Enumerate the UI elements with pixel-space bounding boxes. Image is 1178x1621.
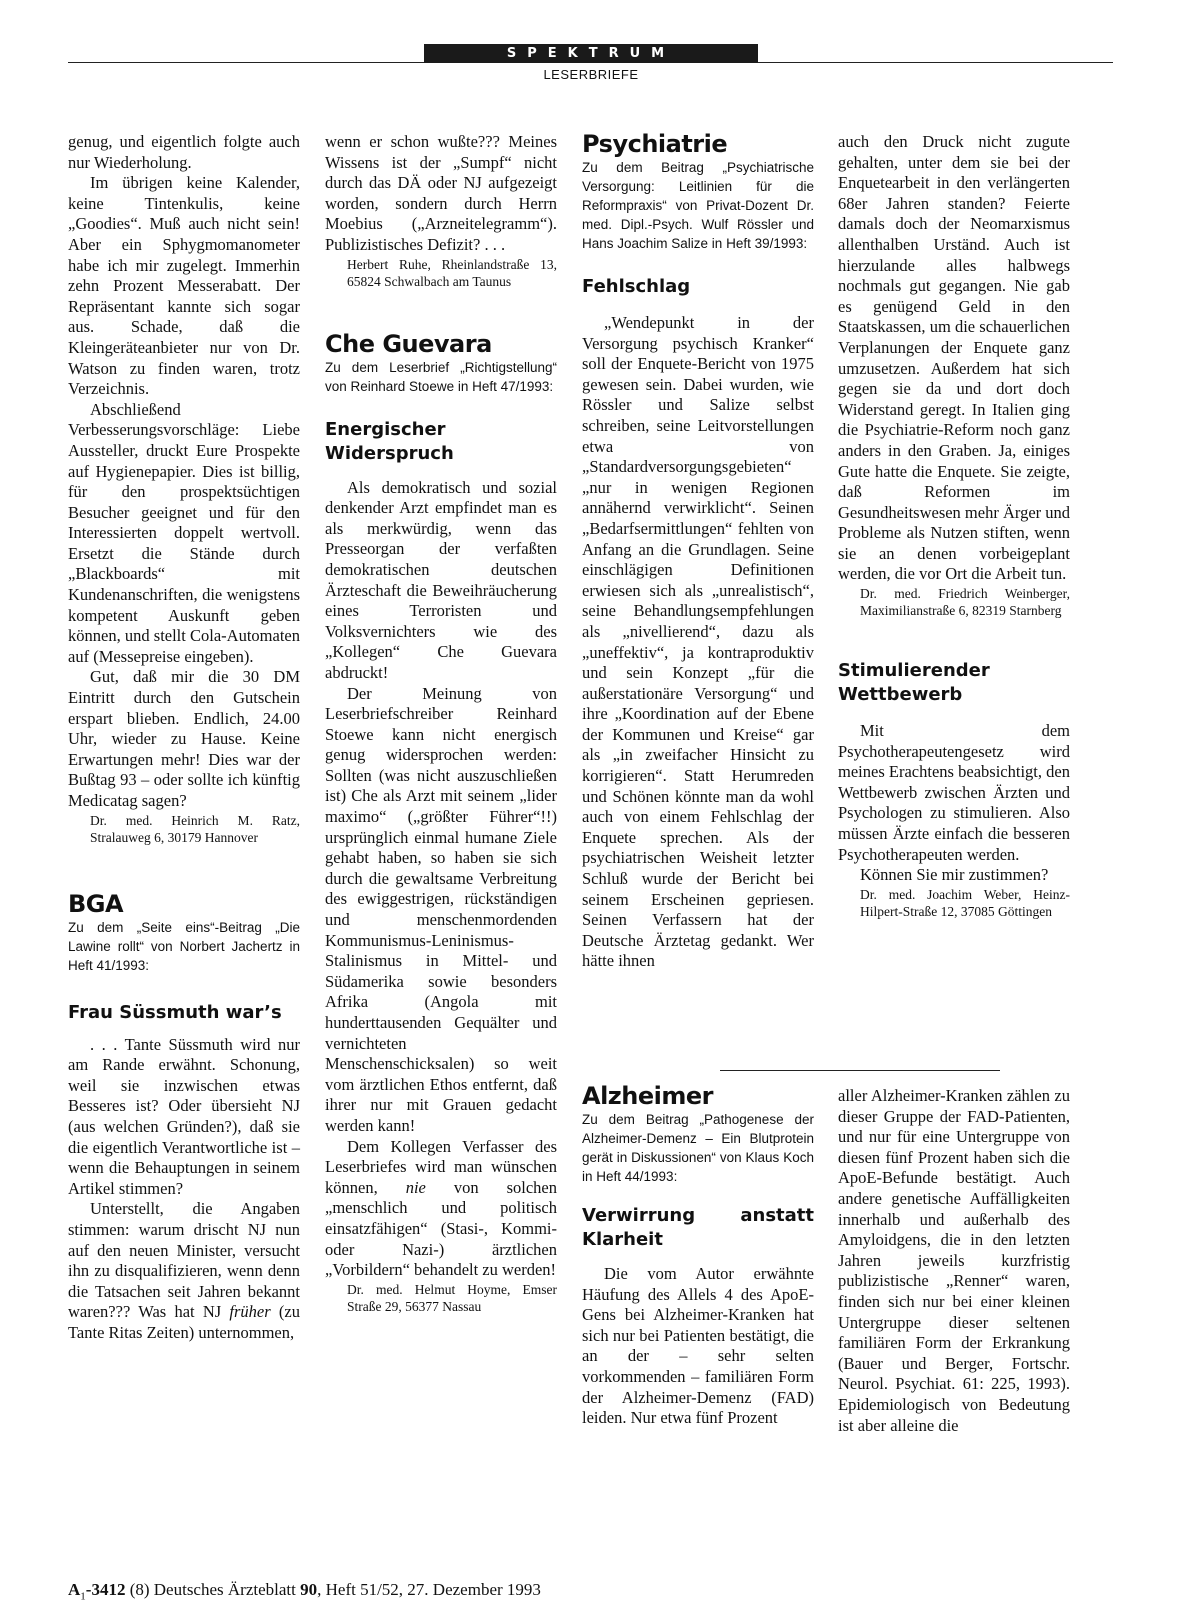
letter-headline: Fehlschlag bbox=[582, 276, 691, 297]
paragraph: Im übrigen keine Kalender, keine Tintenkulis, keine „Goodies“. Muß auch nicht sein! Aber ein Sphygmomanometer habe ich mir zugelegt. Immerhin zehn Prozent Messerabatt. Der Repräsentant kannte sich sogar aus. Schade, daß die Kleingeräteanbieter nur von Dr. Watson zu finden waren, trotz Verzeichnis. bbox=[68, 173, 300, 399]
paragraph: Abschließend Verbesserungsvorschläge: Liebe Aussteller, druckt Eure Prospekte auf Hygienepapier. Dies ist billig, für den prospektsüchtigen Besucher geeignet und für den Interessierten doppelt wertvoll. Ersetzt die Stände durch „Blackboards“ mit Kundenanschriften, die wenigstens kompetent Auskunft geben können, und stellt Cola-Automaten auf (Messepreise eingeben). bbox=[68, 399, 300, 666]
paragraph: Unterstellt, die Angaben stimmen: warum drischt NJ nun auf den neuen Minister, versucht ihn zu disqualifizieren, wenn denn die Tatsachen seit Jahren bekannt waren??? Was hat NJ früher (zu Tante Ritas Zeiten) unternommen, bbox=[68, 1199, 300, 1342]
page-letter: A bbox=[68, 1580, 81, 1599]
paragraph: auch den Druck nicht zugute gehalten, unter dem sie bei der Enquetearbeit in den verlängerten 68er Jahren standen? Feierte damals doch der Neomarxismus allenthalben Urständ. Auch ist hierzulande alles halbwegs nochmals gut gegangen. Nie gab es genügend Geld in den Staatskassen, um die schauerlichen Verplanungen der Enquete ganz umzusetzen. Außerdem hat sich gegen sie da und dort doch Widerstand geregt. In Italien ging die Psychiatrie-Reform noch ganz anders in den Graben. Ja, einiges Gute hatte die Enquete. Sie zeigte, daß Reformen im Gesundheitswesen mehr Ärger und Probleme als Nutzen stiften, wenn sie an denen vorbeigeplant werden, die vor Ort die Arbeit tun. bbox=[838, 132, 1071, 584]
topic-title: Che Guevara bbox=[325, 329, 492, 358]
letter-signature: Dr. med. Helmut Hoyme, Emser Straße 29, 56377 Nassau bbox=[347, 1281, 557, 1314]
letter-signature: Herbert Ruhe, Rheinlandstraße 13, 65824 Schwalbach am Taunus bbox=[347, 256, 557, 289]
topic-title: Psychiatrie bbox=[582, 130, 728, 158]
column-4 bbox=[838, 132, 1070, 920]
paragraph: Als demokratisch und sozial denkender Arzt empfindet man es als merkwürdig, wenn das Presseorgan der verfaßten demokratischen deutschen Ärzteschaft die Beweihräucherung eines Terroristen und Volksvernichters wie des „Kollegen“ Che Guevara abdruckt! bbox=[325, 477, 557, 682]
column-2 bbox=[325, 132, 557, 1315]
letter-signature: Dr. med. Joachim Weber, Heinz-Hilpert-Straße 12, 37085 Göttingen bbox=[860, 886, 1070, 919]
letter-signature: Dr. med. Heinrich M. Ratz, Stralauweg 6, 30179 Hannover bbox=[90, 812, 300, 845]
issue-date: , Heft 51/52, 27. Dezember 1993 bbox=[317, 1580, 541, 1599]
paragraph: Können Sie mir zustimmen? bbox=[860, 865, 1049, 885]
journal-volume: 90 bbox=[300, 1580, 318, 1599]
alzheimer-column-2 bbox=[838, 1086, 1070, 1436]
topic-title: BGA bbox=[68, 889, 124, 918]
column-3 bbox=[582, 130, 814, 972]
paragraph: wenn er schon wußte??? Meines Wissens ist der „Sumpf“ nicht durch das DÄ oder NJ aufgezeigt worden, sondern durch Herrn Moebius („Arzneitelegramm“). Publizistisches Defizit? . . . bbox=[325, 132, 557, 254]
topic-title: Alzheimer bbox=[582, 1082, 713, 1110]
alzheimer-column-1 bbox=[582, 1082, 814, 1429]
paragraph: . . . Tante Süssmuth wird nur am Rande erwähnt. Schonung, weil sie inzwischen etwas Besseres ist? Oder übersieht NJ (aus welchen Gründen?), daß sie die eigentlich Verantwortliche ist – wenn die Behauptungen in seinem Artikel stimmen? bbox=[68, 1034, 300, 1198]
letter-signature: Dr. med. Friedrich Weinberger, Maximilianstraße 6, 82319 Starnberg bbox=[860, 586, 1070, 619]
page-subscript: 1 bbox=[80, 1590, 86, 1603]
section-divider bbox=[720, 1070, 1000, 1071]
paragraph: Gut, daß mir die 30 DM Eintritt durch den Gutschein erspart blieben. Endlich, 24.00 Uhr, wieder zu Hause. Keine Erwartungen mehr! Dies war der Bußtag 93 – oder sollte ich künftig Medicatag sagen? bbox=[68, 667, 300, 810]
article-reference: Zu dem Beitrag „Pathogenese der Alzheimer-Demenz – Ein Blutprotein gerät in Diskussionen“ von Klaus Koch in Heft 44/1993: bbox=[582, 1112, 814, 1184]
paragraph: Der Meinung von Leserbriefschreiber Reinhard Stoewe kann nicht energisch genug widersprochen werden: Sollten (was nicht auszuschließen ist) Che als Arzt mit seinem „lider maximo“ („größter Führer“!!) ursprünglich einmal humane Ziele gehabt haben, so haben sie sich durch die gewaltsame Verbreitung des ewiggestrigen, rückständigen und menschenmordenden Kommunismus-Leninismus-Stalinismus in Mittel- und Südamerika sowie besonders Afrika (Angola mit hunderttausenden Gequälter und vernichteten Menschenschicksalen) so weit vom ärztlichen Ethos entfernt, daß ihrer nur mit Grauen gedacht werden kann! bbox=[325, 683, 557, 1135]
paragraph: Dem Kollegen Verfasser des Leserbriefes wird man wünschen können, nie von solchen „menschlich und politisch einsatzfähigen“ (Stasi-, Kommi- oder Nazi-) ärztlichen „Vorbildern“ behandelt zu werden! bbox=[325, 1136, 558, 1280]
paragraph: genug, und eigentlich folgte auch nur Wiederholung. bbox=[68, 132, 300, 172]
column-1 bbox=[68, 132, 300, 1344]
article-reference: Zu dem Leserbrief „Richtigstellung“ von Reinhard Stoewe in Heft 47/1993: bbox=[325, 359, 557, 394]
article-reference: Zu dem „Seite eins“-Beitrag „Die Lawine rollt“ von Norbert Jachertz in Heft 41/1993: bbox=[68, 919, 300, 973]
article-reference: Zu dem Beitrag „Psychiatrische Versorgung: Leitlinien für die Reformpraxis“ von Privat-Dozent Dr. med. Dipl.-Psych. Wulf Rössler und Hans Joachim Salize in Heft 39/1993: bbox=[582, 160, 814, 251]
paragraph: „Wendepunkt in der Versorgung psychisch Kranker“ soll der Enquete-Bericht von 1975 gewesen sein. Dabei wurden, wie Rössler und Salize selbst schreiben, seine Leitvorstellungen etwa von „Standardversorgungsgebieten“ „nur in wenigen Regionen annähernd verwirklicht“. Seinen „Bedarfsermittlungen“ fehlten von Anfang an die Grundlagen. Seine einschlägigen Definitionen erwiesen sich als „unrealistisch“, seine Behandlungsempfehlungen als „nivellierend“, dazu als „uneffektiv“, ja kontraproduktiv und sein Konzept „für die außerstationäre Versorgung“ und ihre „Koordination auf der Ebene der Kommunen und Kreise“ gar als „in zweifacher Hinsicht zu korrigieren“. Statt Herumreden und Schönen könnte man da wohl auch von einem Fehlschlag der Enquete sprechen. Als der psychiatrischen Weisheit letzter Schluß wurde der Bericht bei seinem Erscheinen gepriesen. Seinen Verfassern hat der Deutsche Ärztetag gedankt. Wer hätte ihnen bbox=[582, 313, 814, 971]
paragraph: Mit dem Psychotherapeutengesetz wird meines Erachtens beabsichtigt, den Wettbewerb zwischen Ärzten und Psychologen zu stimulieren. Also müssen Ärzte einfach die besseren Psychotherapeuten werden. bbox=[838, 721, 1070, 864]
letter-headline: Energischer Widerspruch bbox=[325, 418, 454, 464]
page-footer bbox=[68, 1580, 541, 1602]
paragraph: Die vom Autor erwähnte Häufung des Allels 4 des ApoE-Gens bei Alzheimer-Kranken hat sich nur bei Patienten bestätigt, die an der – sehr selten vorkommenden – familiären Form der Alzheimer-Demenz (FAD) leiden. Nur etwa fünf Prozent bbox=[582, 1264, 814, 1428]
paragraph: aller Alzheimer-Kranken zählen zu dieser Gruppe der FAD-Patienten, und nur für eine Untergruppe von diesen fünf Prozent haben sich die ApoE-Befunde bestätigt. Auch andere genetische Auffälligkeiten innerhalb und außerhalb des Amyloidgens, die in den letzten Jahren jeweils kurzfristig publizistische „Renner“ waren, finden sich nur bei einer kleinen Untergruppe dieser seltenen familiären Form der Erkrankung (Bauer und Berger, Fortschr. Neurol. Psychiat. 61: 225, 1993). Epidemiologisch von Bedeutung ist aber alleine die bbox=[838, 1086, 1070, 1435]
letter-headline: Frau Süssmuth war’s bbox=[68, 1001, 282, 1023]
page-number: -3412 bbox=[85, 1580, 126, 1599]
section-banner: SPEKTRUM bbox=[424, 44, 758, 63]
letter-headline: Stimulierender Wettbewerb bbox=[838, 660, 990, 706]
journal-info: (8) Deutsches Ärzteblatt bbox=[125, 1580, 301, 1599]
section-subtitle: LESERBRIEFE bbox=[543, 67, 639, 82]
letter-headline: Verwirrung anstatt Klarheit bbox=[582, 1205, 814, 1250]
